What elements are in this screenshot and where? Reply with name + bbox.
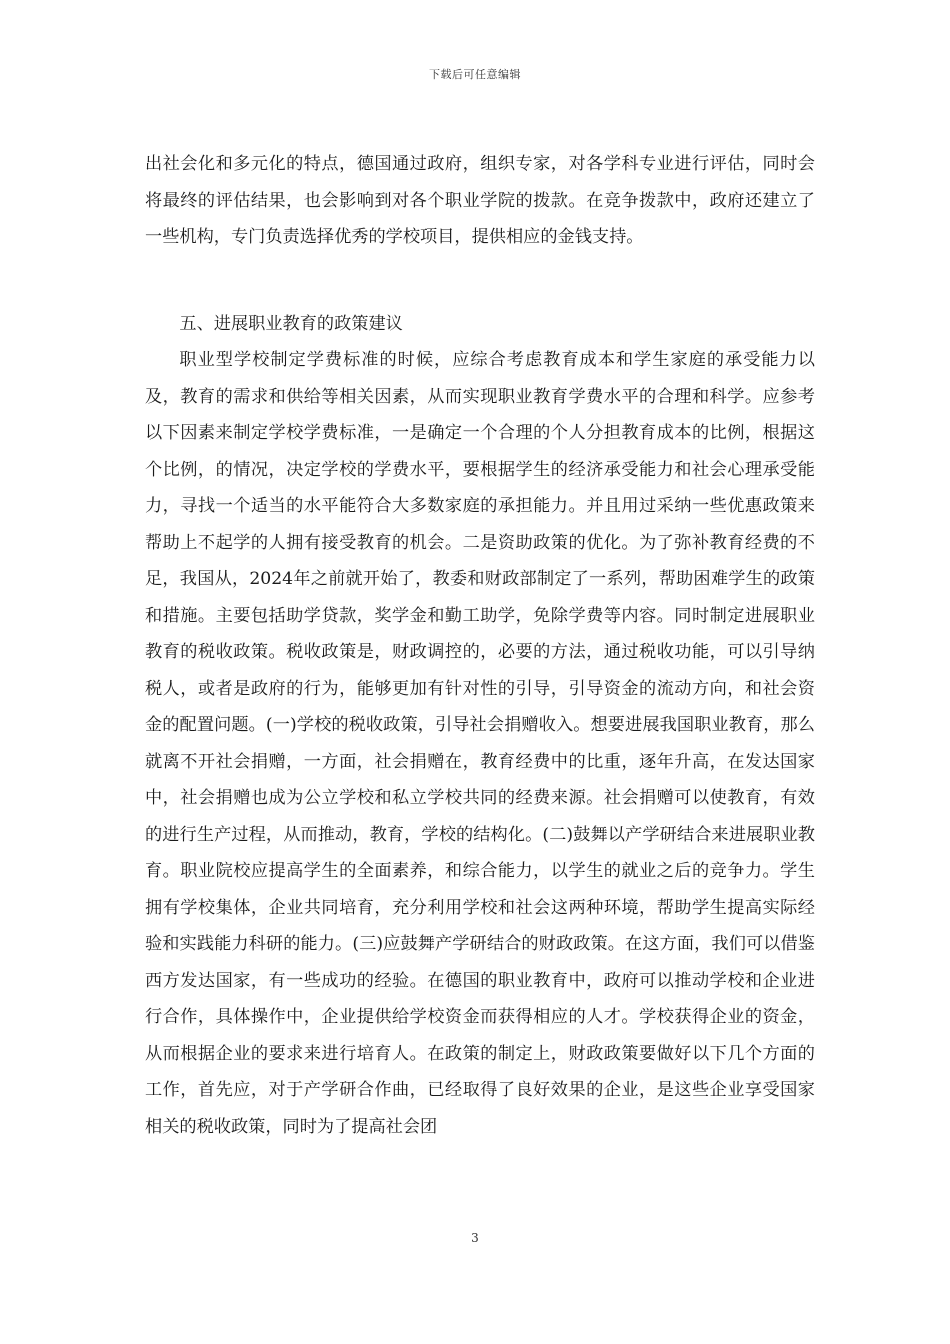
document-body (145, 146, 815, 1145)
page-header: 下载后可任意编辑 (429, 68, 521, 81)
paragraph-continuation: 出社会化和多元化的特点，德国通过政府，组织专家，对各学科专业进行评估，同时会将最终的评估结果，也会影响到对各个职业学院的拨款。在竞争拨款中，政府还建立了一些机构，专门负责选择优秀的学校项目，提供相应的金钱支持。 (145, 154, 815, 247)
paragraph-main: 职业型学校制定学费标准的时候，应综合考虑教育成本和学生家庭的承受能力以及，教育的需求和供给等相关因素，从而实现职业教育学费水平的合理和科学。应参考以下因素来制定学校学费标准，一是确定一个合理的个人分担教育成本的比例，根据这个比例，的情况，决定学校的学费水平，要根据学生的经济承受能力和社会心理承受能力，寻找一个适当的水平能符合大多数家庭的承担能力。并且用过采纳一些优惠政策来帮助上不起学的人拥有接受教育的机会。二是资助政策的优化。为了弥补教育经费的不足，我国从，2024年之前就开始了，教委和财政部制定了一系列，帮助困难学生的政策和措施。主要包括助学贷款，奖学金和勤工助学，免除学费等内容。同时制定进展职业教育的税收政策。税收政策是，财政调控的，必要的方法，通过税收功能，可以引导纳税人，或者是政府的行为，能够更加有针对性的引导，引导资金的流动方向，和社会资金的配置问题。(一)学校的税收政策，引导社会捐赠收入。想要进展我国职业教育，那么就离不开社会捐赠，一方面，社会捐赠在，教育经费中的比重，逐年升高，在发达国家中，社会捐赠也成为公立学校和私立学校共同的经费来源。社会捐赠可以使教育，有效的进行生产过程，从而推动，教育，学校的结构化。(二)鼓舞以产学研结合来进展职业教育。职业院校应提高学生的全面素养，和综合能力，以学生的就业之后的竞争力。学生拥有学校集体，企业共同培育，充分利用学校和社会这两种环境，帮助学生提高实际经验和实践能力科研的能力。(三)应鼓舞产学研结合的财政政策。在这方面，我们可以借鉴西方发达国家，有一些成功的经验。在德国的职业教育中，政府可以推动学校和企业进行合作，具体操作中，企业提供给学校资金而获得相应的人才。学校获得企业的资金，从而根据企业的要求来进行培育人。在政策的制定上，财政政策要做好以下几个方面的工作，首先应，对于产学研合作曲，已经取得了良好效果的企业，是这些企业享受国家相关的税收政策，同时为了提高社会团 (145, 350, 815, 1137)
page-number: 3 (471, 1231, 479, 1245)
section-heading: 五、进展职业教育的政策建议 (179, 313, 403, 334)
